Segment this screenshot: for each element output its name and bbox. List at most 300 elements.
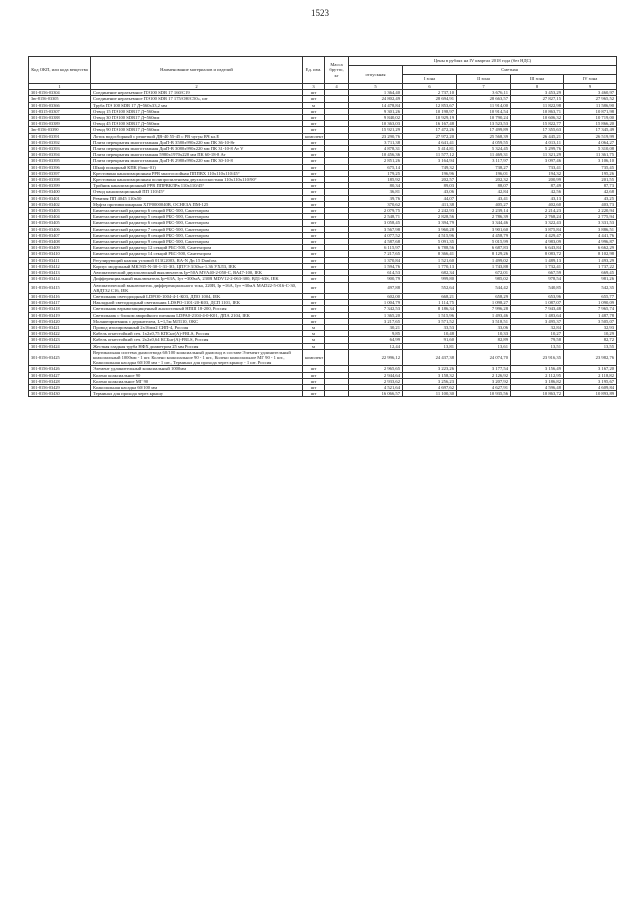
item-unit: шт (303, 158, 325, 164)
price-zone-4: 542,35 (564, 282, 617, 293)
price-zone-1: 91,60 (403, 337, 457, 343)
item-name: Коаксиальная насадка 60/100 мм (91, 384, 303, 390)
price-zone-4: 1 737,22 (564, 263, 617, 269)
price-zone-2: 88,07 (457, 183, 511, 189)
price-zone-2: 3 117,97 (457, 158, 511, 164)
item-code: 301-8156-03420 (29, 318, 91, 324)
item-name: Плита перекрытия многоэтажная ДшП-В 3580х990х220 мм ПК 36-10-8т (91, 139, 303, 145)
price-zone-4: 11 586,90 (564, 102, 617, 108)
price-zone-1: 3 256,23 (403, 378, 457, 384)
item-code: 301-8156-03430 (29, 391, 91, 397)
price-zone-1: 12 853,67 (403, 102, 457, 108)
price-zone-1: 33,53 (403, 324, 457, 330)
price-zone-1: 1 114,75 (403, 300, 457, 306)
price-zone-2: 42,84 (457, 189, 511, 195)
item-unit: шт (303, 164, 325, 170)
price-general: 3 567,98 (349, 226, 403, 232)
price-zone-4: 26 519,99 (564, 133, 617, 139)
price-zone-3: 1 489,13 (511, 257, 564, 263)
item-unit: шт (303, 366, 325, 372)
price-zone-3: 23 916,35 (511, 349, 564, 366)
price-zone-2: 11 914,00 (457, 102, 511, 108)
price-zone-1: 11 577,12 (403, 152, 457, 158)
item-mass (325, 282, 349, 293)
price-zone-4: 3 106,10 (564, 158, 617, 164)
header-zone-3: III зона (511, 75, 564, 84)
price-zone-2: 3 901,60 (457, 226, 511, 232)
price-zone-2: 544,42 (457, 282, 511, 293)
item-name: Отвод канализационный ПП 110/45° (91, 189, 303, 195)
price-general: 64,99 (349, 337, 403, 343)
item-unit: м (303, 102, 325, 108)
price-zone-4: 7 965,74 (564, 306, 617, 312)
item-name: Отвод 15 ПЭ100 SDR17 Д=560мм (91, 108, 303, 114)
item-name: Тройник канализационный PPR ППРВКЛРв 110х110/45° (91, 183, 303, 189)
item-name: Крестовина канализационная полипропиленовая двухплоскостная 110х110х110/90° (91, 177, 303, 183)
item-unit: м (303, 337, 325, 343)
item-code: 301-8156-03414 (29, 276, 91, 282)
price-zone-2: 5 324,45 (457, 146, 511, 152)
price-zone-2: 11 469,31 (457, 152, 511, 158)
price-zone-4: 669,45 (564, 270, 617, 276)
item-name: Соединение неразъемное ПЭ100 SDR 17 175/ОН/С50», шт (91, 96, 303, 102)
item-name: Регулирующий клапан угловой 013G2003, RA-N Дn 15 Danfoss (91, 257, 303, 263)
price-zone-3: 3 495,37 (511, 318, 564, 324)
price-zone-1: 2 242,93 (403, 208, 457, 214)
price-general: 2 965,65 (349, 366, 403, 372)
price-zone-3: 15 822,77 (511, 121, 564, 127)
item-code: 301-8156-03405 (29, 220, 91, 226)
item-unit: шт (303, 108, 325, 114)
price-zone-3: 2 214,23 (511, 208, 564, 214)
price-zone-4: 32,93 (564, 324, 617, 330)
item-name: Светильник светодиодный LDPO0-1004-4-1-К03, ДПО 1004, IEK (91, 293, 303, 299)
price-zone-3: 4 596,48 (511, 384, 564, 390)
price-zone-3: 2 112,95 (511, 372, 564, 378)
price-zone-1: 1 770,13 (403, 263, 457, 269)
price-zone-1: 196,96 (403, 170, 457, 176)
item-unit: шт (303, 183, 325, 189)
item-name: Светильник взрывозащищенный аналогичный НПШ 18-200, Россия (91, 306, 303, 312)
header-zone-1: I зона (403, 75, 457, 84)
price-table-container (28, 56, 616, 397)
item-name: Жесткая гладкая труба НФХ диаметром 25 мм Россия (91, 343, 303, 349)
price-zone-2: 24 074,70 (457, 349, 511, 366)
item-unit: шт (303, 270, 325, 276)
price-zone-1: 552,64 (403, 282, 457, 293)
item-unit: шт (303, 96, 325, 102)
price-zone-1: 411,38 (403, 201, 457, 207)
item-mass (325, 349, 349, 366)
price-zone-3: 194,32 (511, 170, 564, 176)
price-zone-4: 10 719,00 (564, 115, 617, 121)
price-zone-4: 4 609,84 (564, 384, 617, 390)
item-unit: м (303, 343, 325, 349)
item-name: Крестовина канализационная PPR многослойная ПППВХ 110х110х110/45° (91, 170, 303, 176)
item-name: Автоматический выключатель дифференциального тока, 220В, Iр =16А, Iут =30мА MAD22-5-016-C-30, АВДТ32 С16, IEK (91, 282, 303, 293)
price-zone-1: 5 091,35 (403, 239, 457, 245)
item-unit: шт (303, 312, 325, 318)
table-row (29, 349, 617, 366)
price-zone-4: 8 102,98 (564, 251, 617, 257)
column-index: 8 (511, 84, 564, 90)
item-unit: комплект (303, 133, 325, 139)
price-general: 179,25 (349, 170, 403, 176)
item-name: Отвод 90 ПЭ100 SDR17 Д=560мм (91, 127, 303, 133)
price-zone-1: 24 437,38 (403, 349, 457, 366)
price-zone-4: 27 965,52 (564, 96, 617, 102)
item-unit: шт (303, 146, 325, 152)
price-zone-3: 1 087,07 (511, 300, 564, 306)
price-zone-3: 1 483,64 (511, 312, 564, 318)
item-code: 301-8156-03421 (29, 324, 91, 330)
price-zone-2: 82,89 (457, 337, 511, 343)
price-zone-4: 403,73 (564, 201, 617, 207)
price-zone-4: 15 866,20 (564, 121, 617, 127)
price-general: 6 115,97 (349, 245, 403, 251)
item-unit: шт (303, 300, 325, 306)
column-index: 9 (564, 84, 617, 90)
price-zone-1: 44,07 (403, 195, 457, 201)
item-code: 301-8315-03307 (29, 108, 91, 114)
price-zone-1: 28 694,91 (403, 96, 457, 102)
price-zone-4: 195,26 (564, 170, 617, 176)
price-zone-2: 10 914,54 (457, 108, 511, 114)
price-general: 7 217,65 (349, 251, 403, 257)
item-name: Накладной светодиодный светильник LDSPO-1101-20-К03, ДСП 1101, IEK (91, 300, 303, 306)
price-zone-1: 10,48 (403, 331, 457, 337)
price-zone-3: 733,41 (511, 164, 564, 170)
item-code: 3ю-8156-03305 (29, 96, 91, 102)
price-general: 497,88 (349, 282, 403, 293)
price-zone-3: 10 863,72 (511, 391, 564, 397)
item-name: Биметаллический радиатор 6 секций РБС-500, Сантехпром (91, 220, 303, 226)
item-code: 301-8156-03400 (29, 189, 91, 195)
price-zone-1: 89,03 (403, 183, 457, 189)
price-zone-3: 11 822,98 (511, 102, 564, 108)
item-code: 301-8156-03423 (29, 337, 91, 343)
item-code: 301-8156-03409 (29, 245, 91, 251)
price-zone-4: 4 441,76 (564, 232, 617, 238)
item-name: Корпус модульный МКЭ35-N-30-1-31-ЗО, ЦПУЭ 3/30хл-1.36 УХЛ3, IEK (91, 263, 303, 269)
price-zone-4: 4 064,27 (564, 139, 617, 145)
item-name: Биметаллический радиатор 8 секций РБС-500, Сантехпром (91, 232, 303, 238)
price-zone-2: 5 015,99 (457, 239, 511, 245)
price-zone-2: 3 518,51 (457, 318, 511, 324)
price-zone-1: 43,06 (403, 189, 457, 195)
price-zone-1: 1 515,96 (403, 312, 457, 318)
price-zone-3: 42,56 (511, 189, 564, 195)
item-unit: шт (303, 152, 325, 158)
price-general: 2 933,62 (349, 378, 403, 384)
price-zone-3: 17 355,63 (511, 127, 564, 133)
price-zone-2: 985,02 (457, 276, 511, 282)
price-general: 3 711,38 (349, 139, 403, 145)
price-zone-3: 10 606,32 (511, 115, 564, 121)
item-code: 301-8156-03425 (29, 349, 91, 366)
price-zone-2: 7 996,28 (457, 306, 511, 312)
item-name: Плита перекрытия многоэтажная ДшП-В 2980х990х220 мм ПК 30-10-8 (91, 158, 303, 164)
item-name: Биметаллический радиатор 14 секций РБС-500, Сантехпром (91, 251, 303, 257)
price-general: 675,14 (349, 164, 403, 170)
header-mass: Масса брутто, кг (325, 57, 349, 84)
column-index: 6 (403, 84, 457, 90)
item-name: Плита перекрытия многоэтажная ДшП-В 3080х990х220 мм ПК 31-10-8 Ат V (91, 146, 303, 152)
price-general: 22 996,12 (349, 349, 403, 366)
price-zone-2: 13,61 (457, 343, 511, 349)
price-zone-4: 87,73 (564, 183, 617, 189)
price-zone-3: 8 083,72 (511, 251, 564, 257)
price-zone-2: 2 786,39 (457, 214, 511, 220)
price-zone-3: 3 453,29 (511, 90, 564, 96)
price-zone-1: 749,32 (403, 164, 457, 170)
item-unit: шт (303, 263, 325, 269)
price-zone-3: 11 321,29 (511, 152, 564, 158)
price-zone-3: 10 863,71 (511, 108, 564, 114)
item-name: Муфта противопожарная ХГР0000040В, ОСНЕЗА ПМ-125 (91, 201, 303, 207)
column-index: 1 (29, 84, 91, 90)
price-zone-4: 1 487,78 (564, 312, 617, 318)
price-general: 900,79 (349, 276, 403, 282)
price-zone-1: 3 960,28 (403, 226, 457, 232)
price-zone-3: 978,54 (511, 276, 564, 282)
price-zone-2: 3 207,92 (457, 378, 511, 384)
item-unit: шт (303, 372, 325, 378)
item-unit: шт (303, 220, 325, 226)
price-zone-3: 4 013,11 (511, 139, 564, 145)
price-zone-4: 42,68 (564, 189, 617, 195)
item-unit: шт (303, 177, 325, 183)
page-number: 1523 (311, 8, 329, 18)
item-code: 301-8156-03396 (29, 164, 91, 170)
item-unit: шт (303, 378, 325, 384)
price-general: 9,85 (349, 331, 403, 337)
item-name: Дифференциальный выключатель Iр=63A, Iут =300мА, 230В MDV12-2-063-300, ВД1-63S, IEK (91, 276, 303, 282)
price-general: 2 944,64 (349, 372, 403, 378)
price-zone-4: 3 331,53 (564, 220, 617, 226)
item-name: Ревизия ПП 4045 110х50 (91, 195, 303, 201)
price-general: 7 342,53 (349, 306, 403, 312)
price-general: 2 079,75 (349, 208, 403, 214)
price-zone-1: 11 100,30 (403, 391, 457, 397)
item-unit: шт (303, 201, 325, 207)
price-zone-4: 10 871,98 (564, 108, 617, 114)
price-zone-3: 540,85 (511, 282, 564, 293)
price-zone-1: 1 521,60 (403, 257, 457, 263)
price-zone-2: 405,27 (457, 201, 511, 207)
item-name: Плита перекрытия многоэтажная 5980х1970х220 мм ПК 60-18-8 Ат (91, 152, 303, 158)
item-name: Биметаллический радиатор 9 секций РБС-500, Сантехпром (91, 239, 303, 245)
price-zone-4: 10,29 (564, 331, 617, 337)
header-zone-4: IV зона (564, 75, 617, 84)
price-zone-3: 43,13 (511, 195, 564, 201)
item-name: Лоток водосборный с решеткой ДВ-40 55-45 с РВ чугун ВЧ кл.Е (91, 133, 303, 139)
item-code: 301-8156-03397 (29, 170, 91, 176)
price-zone-3: 13,51 (511, 343, 564, 349)
item-code: 301-8156-03427 (29, 372, 91, 378)
price-zone-4: 201,55 (564, 177, 617, 183)
price-zone-3: 3 875,84 (511, 226, 564, 232)
header-code: Код ОКП, или кода вещества (29, 57, 91, 84)
price-zone-2: 1 743,88 (457, 263, 511, 269)
item-unit: шт (303, 391, 325, 397)
price-zone-2: 28 663,57 (457, 96, 511, 102)
price-zone-4: 3 195,67 (564, 378, 617, 384)
price-general: 4 521,64 (349, 384, 403, 390)
item-code: 301-8156-03418 (29, 306, 91, 312)
item-code: 301-8156-03389 (29, 121, 91, 127)
price-zone-2: 8 129,26 (457, 251, 511, 257)
price-zone-3: 10,27 (511, 331, 564, 337)
price-zone-2: 43,41 (457, 195, 511, 201)
item-code: 301-8156-03392 (29, 139, 91, 145)
price-zone-2: 25 568,39 (457, 133, 511, 139)
item-code: 301-8156-03391 (29, 133, 91, 139)
price-zone-3: 4 429,47 (511, 232, 564, 238)
price-zone-1: 8 186,34 (403, 306, 457, 312)
header-prices-group: Цены в рублях на IV квартал 2018 года (без НДС) (349, 57, 617, 66)
price-zone-3: 27 827,15 (511, 96, 564, 102)
item-name: Отвод 45 ПЭ100 SDR17 Д=560мм (91, 121, 303, 127)
price-general: 9 840,02 (349, 115, 403, 121)
column-index: 3 (303, 84, 325, 90)
column-index: 2 (91, 84, 303, 90)
price-zone-4: 3 167,20 (564, 366, 617, 372)
price-zone-3: 87,49 (511, 183, 564, 189)
item-name: Труба ПЭ 100 SDR 17 Д=560х33,2 мм (91, 102, 303, 108)
item-unit: шт (303, 306, 325, 312)
item-code: 301-8156-03401 (29, 195, 91, 201)
price-general: 4 077,52 (349, 232, 403, 238)
item-unit: шт (303, 195, 325, 201)
price-zone-2: 196,01 (457, 170, 511, 176)
header-general: отпускная (349, 66, 403, 84)
price-general: 30,21 (349, 324, 403, 330)
price-zone-4: 17 345,49 (564, 127, 617, 133)
item-code: 301-8156-03415 (29, 282, 91, 293)
price-zone-2: 3 344,46 (457, 220, 511, 226)
price-zone-3: 79,58 (511, 337, 564, 343)
price-zone-2: 6 687,83 (457, 245, 511, 251)
item-code: 301-8156-03422 (29, 331, 91, 337)
header-name: Наименование материалов и изделий (91, 57, 303, 84)
item-unit: шт (303, 318, 325, 324)
item-code: 301-8156-03304 (29, 90, 91, 96)
item-name: Биметаллический радиатор 6 секций РБС-500, Сантехпром (91, 208, 303, 214)
item-name: Биметаллический радиатор 12 секций РБС-500, Сантехпром (91, 245, 303, 251)
item-name: Биметаллический радиатор 7 секций РБС-500, Сантехпром (91, 226, 303, 232)
item-unit: шт (303, 127, 325, 133)
item-unit: м (303, 324, 325, 330)
price-zone-2: 658,29 (457, 293, 511, 299)
price-zone-1: 3 571,52 (403, 318, 457, 324)
header-zone-2: II зона (457, 75, 511, 84)
item-unit: шт (303, 239, 325, 245)
price-zone-1: 10 929,19 (403, 115, 457, 121)
price-zone-4: 3 886,51 (564, 226, 617, 232)
price-zone-4: 23 982,76 (564, 349, 617, 366)
price-zone-2: 2 239,14 (457, 208, 511, 214)
item-code: 301-8156-03398 (29, 177, 91, 183)
price-zone-1: 5 414,81 (403, 146, 457, 152)
item-code: 301-8156-03388 (29, 115, 91, 121)
price-zone-1: 17 472,26 (403, 127, 457, 133)
price-zone-2: 17 499,89 (457, 127, 511, 133)
item-name: Светильник с блоком аварийного питания LDPA0-2104-4-0-К01, ДПА 2104, IEK (91, 312, 303, 318)
price-general: 9 301,26 (349, 108, 403, 114)
price-zone-4: 3 505,07 (564, 318, 617, 324)
price-zone-3: 2 768,24 (511, 214, 564, 220)
table-row (29, 391, 617, 397)
item-unit: шт (303, 189, 325, 195)
price-zone-2: 10 935,56 (457, 391, 511, 397)
item-name: Вертикальная система дымоотвода 60/100 коаксиальный дымоход в составе Элемент удлинительный коаксиальный 1000мм - 1 шт. Колено коаксиальное 90 - 1 шт., Колено коаксиальное МГ 90 - 1 шт., Коаксиальная насадка 60/100 мм - 1 шт., Терминал для прохода через крышу - 1 шт. Россия (91, 349, 303, 366)
item-code: 301-8156-03399 (29, 183, 91, 189)
price-zone-1: 16 167,48 (403, 121, 457, 127)
price-zone-1: 10 198,97 (403, 108, 457, 114)
item-code: 301-8156-03429 (29, 384, 91, 390)
price-zone-1: 13,81 (403, 343, 457, 349)
item-name: Отвод 30 ПЭ100 SDR17 Д=560мм (91, 115, 303, 121)
item-unit: шт (303, 293, 325, 299)
price-zone-3: 7 943,48 (511, 306, 564, 312)
header-estimate: Сметная (403, 66, 617, 75)
price-zone-1: 2 737,10 (403, 90, 457, 96)
table-header (29, 57, 617, 90)
price-zone-1: 3 164,94 (403, 158, 457, 164)
item-unit: шт (303, 90, 325, 96)
price-general: 1 365,20 (349, 312, 403, 318)
price-zone-1: 4 515,96 (403, 232, 457, 238)
price-zone-1: 3 223,26 (403, 366, 457, 372)
price-general: 10 363,03 (349, 121, 403, 127)
column-index: 5 (349, 84, 403, 90)
price-zone-1: 8 366,41 (403, 251, 457, 257)
header-unit: Ед. изм. (303, 57, 325, 84)
column-index: 4 (325, 84, 349, 90)
price-zone-4: 43,25 (564, 195, 617, 201)
table-body (29, 90, 617, 397)
item-unit: шт (303, 245, 325, 251)
price-zone-1: 6 788,56 (403, 245, 457, 251)
price-general: 16 066,57 (349, 391, 403, 397)
item-unit: шт (303, 282, 325, 293)
price-zone-3: 32,84 (511, 324, 564, 330)
price-zone-2: 202,32 (457, 177, 511, 183)
price-zone-2: 1 499,02 (457, 257, 511, 263)
price-zone-2: 3 676,11 (457, 90, 511, 96)
price-zone-4: 1 090,09 (564, 300, 617, 306)
price-general: 1 370,84 (349, 257, 403, 263)
item-code: 301-8156-03404 (29, 214, 91, 220)
price-zone-1: 27 972,20 (403, 133, 457, 139)
price-general: 602,00 (349, 293, 403, 299)
price-zone-2: 3 177,54 (457, 366, 511, 372)
price-zone-3: 4 983,09 (511, 239, 564, 245)
item-name: Терминал для прохода через крышу (91, 391, 303, 397)
price-zone-2: 13 523,53 (457, 121, 511, 127)
price-zone-3: 3 156,49 (511, 366, 564, 372)
price-general: 185,92 (349, 177, 403, 183)
item-unit: шт (303, 232, 325, 238)
price-zone-4: 2 775,94 (564, 214, 617, 220)
item-unit: шт (303, 139, 325, 145)
item-code: 301-8156-03407 (29, 232, 91, 238)
item-name: Шкаф пожарный КПК (бокс-01) (91, 164, 303, 170)
price-zone-4: 4 996,87 (564, 239, 617, 245)
price-general: 3 217,65 (349, 318, 403, 324)
item-name: Биметаллический радиатор 5 секций РБС-500, Сантехпром (91, 214, 303, 220)
